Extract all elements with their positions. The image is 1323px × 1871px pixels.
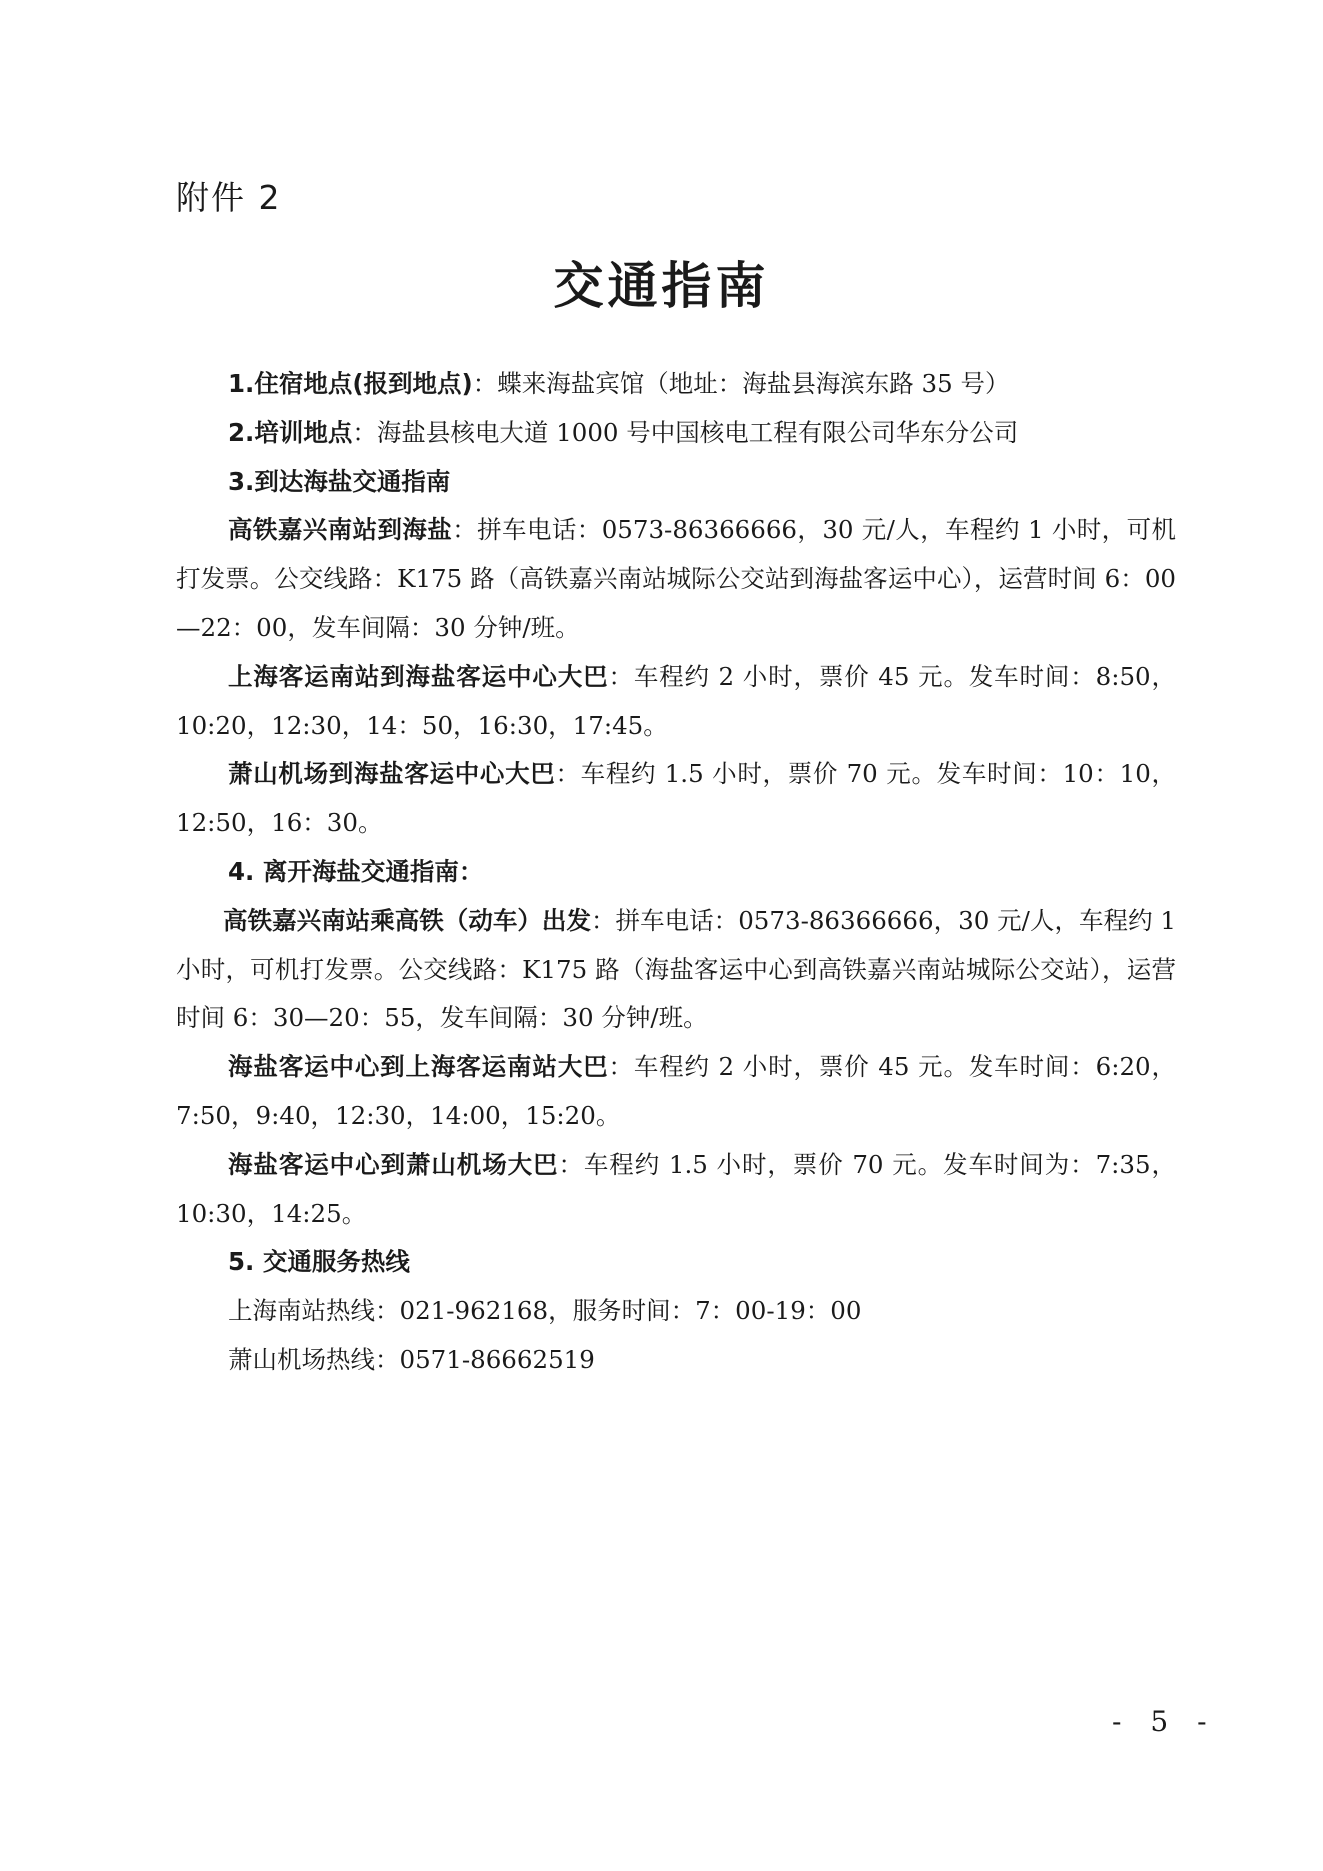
depart-rail-paragraph — [176, 897, 1176, 1043]
arrive-heading — [176, 458, 1176, 507]
arrive-shanghai-text: ：车程约 2 小时，票价 45 元。发车时间：8:50，10:20，12:30，14：50，16:30，17:45。 — [176, 661, 1177, 740]
lodging-paragraph — [176, 360, 1176, 409]
hotline-xiaoshan: 萧山机场热线：0571-86662519 — [228, 1344, 595, 1374]
hotline-heading-text: 5. 交通服务热线 — [228, 1247, 410, 1277]
arrive-xiaoshan-paragraph — [176, 750, 1176, 848]
depart-shanghai-text: ：车程约 2 小时，票价 45 元。发车时间：6:20，7:50，9:40，12:30，14:00，15:20。 — [176, 1052, 1177, 1130]
arrive-heading-text: 3.到达海盐交通指南 — [228, 466, 451, 496]
depart-rail-label: 高铁嘉兴南站乘高铁（动车）出发 — [223, 905, 592, 935]
training-text: ：海盐县核电大道 1000 号中国核电工程有限公司华东分公司 — [352, 417, 1019, 447]
depart-heading-text: 4. 离开海盐交通指南： — [228, 856, 484, 886]
arrive-rail-label: 高铁嘉兴南站到海盐 — [228, 515, 453, 545]
hotline-shanghai: 上海南站热线：021-962168，服务时间：7：00-19：00 — [228, 1296, 862, 1326]
depart-shanghai-label: 海盐客运中心到上海客运南站大巴 — [228, 1052, 609, 1082]
arrive-xiaoshan-text: ：车程约 1.5 小时，票价 70 元。发车时间：10：10，12:50，16：30。 — [176, 759, 1177, 838]
depart-heading — [176, 848, 1176, 897]
arrive-xiaoshan-label: 萧山机场到海盐客运中心大巴 — [228, 759, 556, 789]
training-label: 2.培训地点 — [228, 417, 353, 447]
page-title: 交通指南 — [553, 257, 770, 315]
arrive-rail-paragraph — [176, 506, 1176, 652]
depart-rail-text: ：拼车电话：0573-86366666，30 元/人，车程约 1 小时，可机打发票。公交线路：K175 路（海盐客运中心到高铁嘉兴南站城际公交站），运营时间 6：30—20：55，发车间隔：30 分钟/班。 — [176, 905, 1177, 1033]
lodging-text: ：蝶来海盐宾馆（地址：海盐县海滨东路 35 号） — [472, 369, 1010, 398]
attachment-label: 附件 2 — [176, 178, 282, 217]
hotline-heading — [176, 1238, 1176, 1287]
document-body — [176, 360, 1176, 1385]
lodging-label: 1.住宿地点(报到地点) — [228, 369, 473, 398]
depart-xiaoshan-label: 海盐客运中心到萧山机场大巴 — [228, 1149, 559, 1179]
arrive-rail-text: ：拼车电话：0573-86366666，30 元/人，车程约 1 小时，可机打发票。公交线路：K175 路（高铁嘉兴南站城际公交站到海盐客运中心），运营时间 6：00—22：00，发车间隔：30 分钟/班。 — [176, 515, 1176, 642]
arrive-shanghai-paragraph — [176, 653, 1176, 751]
depart-shanghai-paragraph — [176, 1043, 1176, 1141]
depart-xiaoshan-paragraph — [176, 1141, 1176, 1239]
arrive-shanghai-label: 上海客运南站到海盐客运中心大巴 — [228, 661, 609, 691]
depart-xiaoshan-text: ：车程约 1.5 小时，票价 70 元。发车时间为：7:35，10:30，14:25。 — [176, 1149, 1177, 1228]
training-paragraph — [176, 409, 1176, 458]
page-number: - 5 - — [1112, 1705, 1217, 1738]
